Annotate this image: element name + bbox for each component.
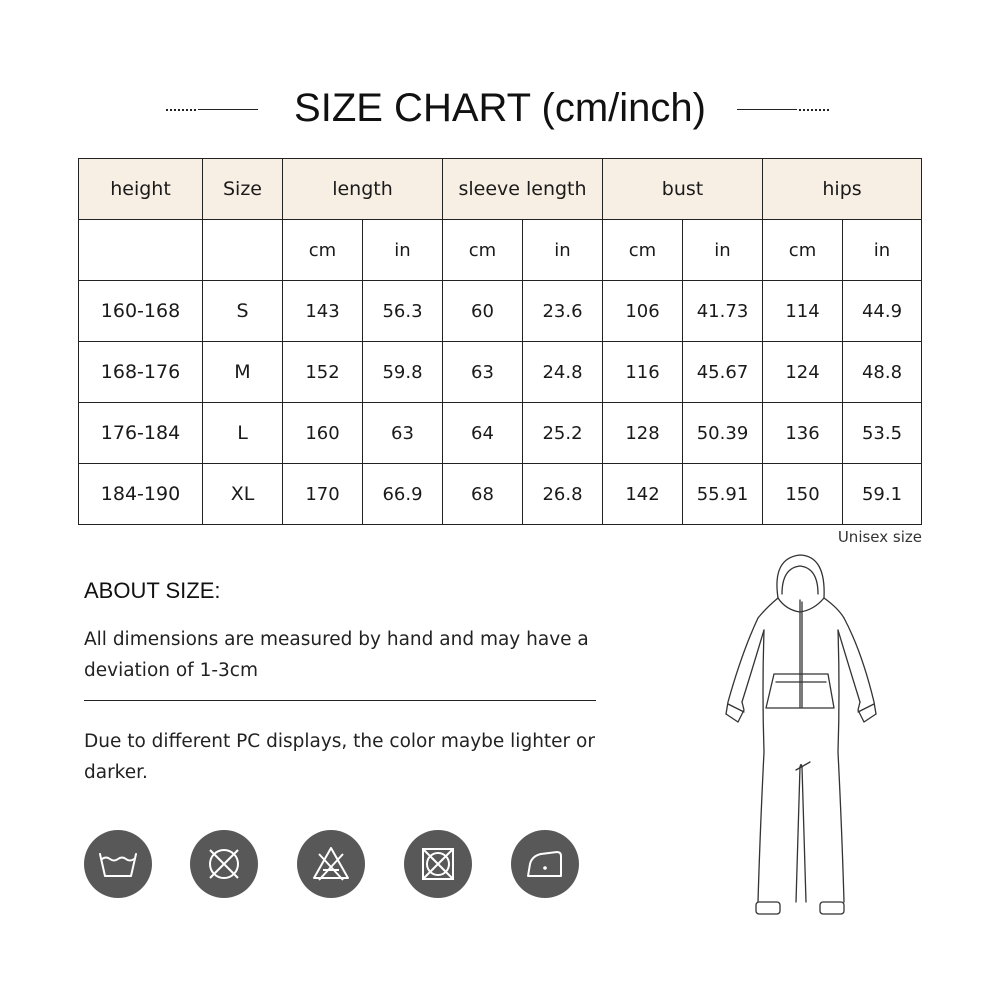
value-cell: 170 [283, 464, 363, 525]
size-cell: M [203, 342, 283, 403]
value-cell: 41.73 [683, 281, 763, 342]
do-not-tumble-dry-icon [190, 830, 258, 898]
value-cell: 63 [443, 342, 523, 403]
about-size-heading: ABOUT SIZE: [84, 578, 221, 603]
unisex-note: Unisex size [837, 528, 922, 546]
value-cell: 106 [603, 281, 683, 342]
about-measurement-note: All dimensions are measured by hand and may have a deviation of 1-3cm [84, 629, 589, 681]
unit-cell: in [843, 220, 922, 281]
value-cell: 128 [603, 403, 683, 464]
table-row [79, 342, 922, 403]
value-cell: 56.3 [363, 281, 443, 342]
units-blank [79, 220, 203, 281]
value-cell: 136 [763, 403, 843, 464]
value-cell: 142 [603, 464, 683, 525]
do-not-bleach-icon [297, 830, 365, 898]
size-cell: S [203, 281, 283, 342]
value-cell: 66.9 [363, 464, 443, 525]
unit-cell: cm [763, 220, 843, 281]
value-cell: 150 [763, 464, 843, 525]
value-cell: 160 [283, 403, 363, 464]
header-sleeve-length: sleeve length [443, 159, 603, 220]
value-cell: 60 [443, 281, 523, 342]
height-cell: 168-176 [79, 342, 203, 403]
value-cell: 23.6 [523, 281, 603, 342]
value-cell: 59.8 [363, 342, 443, 403]
hand-wash-icon [84, 830, 152, 898]
unit-cell: cm [283, 220, 363, 281]
title-right-ornament [737, 109, 831, 111]
page-title: SIZE CHART (cm/inch) [294, 86, 706, 130]
table-row [79, 464, 922, 525]
size-cell: XL [203, 464, 283, 525]
value-cell: 152 [283, 342, 363, 403]
header-length: length [283, 159, 443, 220]
value-cell: 48.8 [843, 342, 922, 403]
table-row [79, 281, 922, 342]
low-iron-icon [511, 830, 579, 898]
height-cell: 184-190 [79, 464, 203, 525]
value-cell: 63 [363, 403, 443, 464]
header-bust: bust [603, 159, 763, 220]
table-row [79, 403, 922, 464]
header-hips: hips [763, 159, 922, 220]
value-cell: 59.1 [843, 464, 922, 525]
value-cell: 68 [443, 464, 523, 525]
header-row [79, 159, 922, 220]
header-height: height [79, 159, 203, 220]
unit-cell: in [683, 220, 763, 281]
unit-cell: cm [603, 220, 683, 281]
value-cell: 25.2 [523, 403, 603, 464]
units-blank [203, 220, 283, 281]
value-cell: 124 [763, 342, 843, 403]
unit-cell: cm [443, 220, 523, 281]
value-cell: 116 [603, 342, 683, 403]
units-row [79, 220, 922, 281]
do-not-dry-clean-icon [404, 830, 472, 898]
divider [84, 700, 596, 701]
title-row [0, 82, 1000, 142]
about-color-note: Due to different PC displays, the color maybe lighter or darker. [84, 731, 595, 783]
size-cell: L [203, 403, 283, 464]
height-cell: 176-184 [79, 403, 203, 464]
value-cell: 114 [763, 281, 843, 342]
value-cell: 53.5 [843, 403, 922, 464]
value-cell: 44.9 [843, 281, 922, 342]
value-cell: 55.91 [683, 464, 763, 525]
unit-cell: in [363, 220, 443, 281]
header-size: Size [203, 159, 283, 220]
value-cell: 143 [283, 281, 363, 342]
onesie-illustration [716, 552, 886, 922]
value-cell: 64 [443, 403, 523, 464]
value-cell: 45.67 [683, 342, 763, 403]
height-cell: 160-168 [79, 281, 203, 342]
value-cell: 24.8 [523, 342, 603, 403]
value-cell: 50.39 [683, 403, 763, 464]
size-chart-table [78, 158, 922, 525]
unit-cell: in [523, 220, 603, 281]
value-cell: 26.8 [523, 464, 603, 525]
